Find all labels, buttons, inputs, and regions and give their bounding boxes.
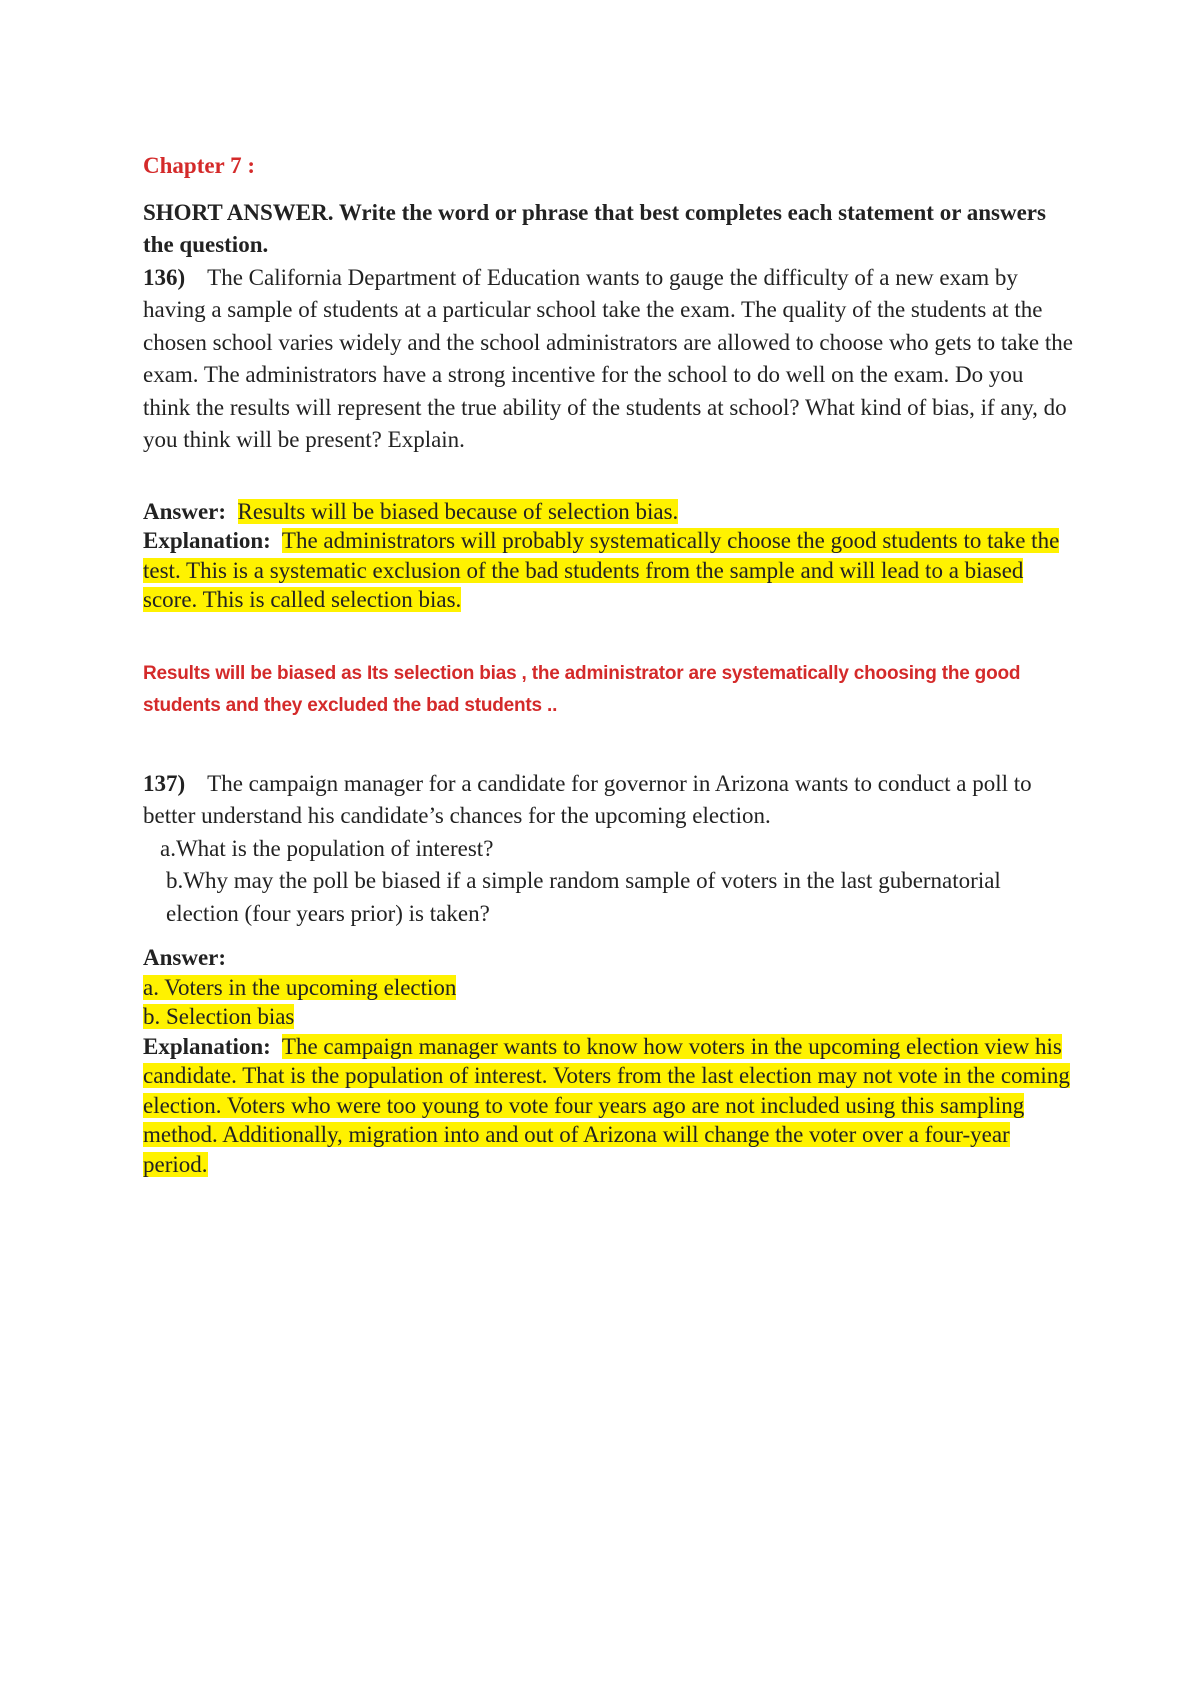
explanation-label: Explanation: — [143, 528, 271, 553]
explanation-label: Explanation: — [143, 1033, 271, 1059]
explanation-line — [143, 1032, 1073, 1180]
answer-b: b. Selection bias — [143, 1004, 295, 1029]
answer-a: a. Voters in the upcoming election — [143, 974, 457, 1000]
document-page — [143, 150, 1073, 1179]
explanation-text: The campaign manager wants to know how voters in the upcoming election view his candidate. That is the population of interest. Voters from the last election may not vote in the coming election. Voters who were too young to vote four years ago are not included using this sampling method. Additionally, migration into and out of Arizona will change the voter over a four-year period. — [143, 1033, 1070, 1177]
question-part-a: a.What is the population of interest? — [160, 835, 494, 861]
question-part-b: b.Why may the poll be biased if a simple random sample of voters in the last gubernatorial election (four years prior) is taken? — [166, 868, 1001, 926]
answer-block-136 — [143, 497, 1073, 615]
explanation-text: The administrators will probably systematically choose the good students to take the test. This is a systematic exclusion of the bad students from the sample and will lead to a biased score. This is called selection bias. — [143, 528, 1060, 612]
question-136 — [143, 262, 1073, 457]
answer-b-line — [143, 1002, 1073, 1032]
chapter-heading: Chapter 7 : — [143, 153, 256, 178]
question-text: The campaign manager for a candidate for governor in Arizona wants to conduct a poll to better understand his candidate’s chances for the upcoming election. — [143, 770, 1032, 828]
answer-label: Answer: — [143, 498, 227, 524]
handwritten-note: Results will be biased as Its selection bias , the administrator are systematically choosing the good students and they excluded the bad students .. — [143, 662, 1021, 716]
answer-block-137 — [143, 943, 1073, 1179]
instructions: SHORT ANSWER. Write the word or phrase that best completes each statement or answers the question. — [143, 199, 1046, 257]
question-text: The California Department of Education wants to gauge the difficulty of a new exam by having a sample of students at a particular school take the exam. The quality of the students at the chosen school varies widely and the school administrators are allowed to choose who gets to take the exam. The administrators have a strong incentive for the school to do well on the exam. Do you think the results will represent the true ability of the students at school? What kind of bias, if any, do you think will be present? Explain. — [143, 264, 1073, 452]
answer-a-line — [143, 973, 1073, 1003]
explanation-line — [143, 526, 1073, 615]
answer-label: Answer: — [143, 945, 227, 970]
question-number: 136) — [143, 264, 186, 290]
answer-text: Results will be biased because of selection bias. — [237, 498, 679, 524]
question-number: 137) — [143, 770, 186, 796]
answer-line — [143, 497, 1073, 527]
question-137 — [143, 768, 1073, 833]
